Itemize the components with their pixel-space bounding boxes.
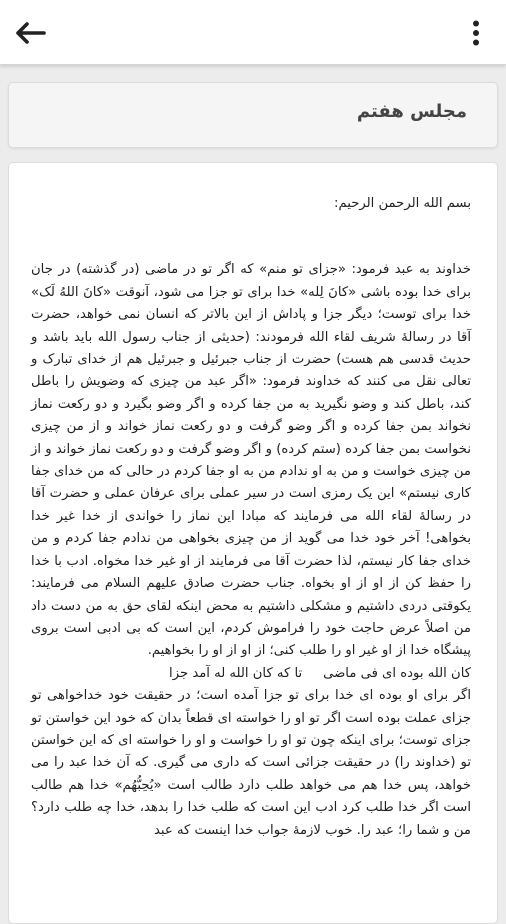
more-vert-icon	[472, 20, 480, 46]
content-text	[31, 193, 471, 842]
page-title: مجلس هفتم	[356, 101, 467, 122]
overflow-menu-button[interactable]	[466, 16, 486, 50]
paragraph: خداوند به عبد فرمود: «جزای تو منم» که اگر تو در ماضی (در گذشته) در جان برای خدا بوده باشی «کانَ لِله» خدا برای تو جزا می شود، آنوقت «کانَ اللهُ لَک» خدا برای توست؛ دیگر جزا و پاداش از این بالاتر که انسان نمی خواهد، حضرت آقا در رسالهٔ شریف لقاء الله فرمودند: (حدیثی از جناب رسول الله باید باشد و حدیث قدسی هم هست) حضرت از جناب جبرئیل و جبرئیل هم از خدای تبارک و تعالی نقل می کنند که خداوند فرمود: «اگر عبد من چیزی که وضویش را باطل کند، باطل کند و وضو نگیرید به من جفا کرده و اگر وضو بگیرد و دو رکعت نماز نخواند بمن جفا کرده و اگر وضو گرفت و دو رکعت نماز خواند و از من چیزی نخواست بمن جفا کرده (ستم کرده) و اگر وضو گرفت و دو رکعت نماز خواند و از من چیزی خواست و من به او ندادم من به او جفا کردم در حالی که من خدای جفا کاری نیستم» این یک رمزی است در سیر عملی برای عرفان عملی و حضرت آقا در رسالهٔ لقاء الله می فرمایند که مبادا این نماز را خواندی از خدا غیر خدا بخواهی! آخر خود خدا می گوید از من چیزی بخواهی من ندادم جفا کردم و من خدای جفا کار نیستم، لذا حضرت آقا می فرمایند از او غیر خدا مخواه. ادب با خدا را حفظ کن از او از او بخواه. جناب حضرت صادق علیهم السلام می فرمایند: یکوقتی دردی داشتیم و مشکلی داشتیم به محض اینکه لقای حق به من دست داد من اصلاً عرض حاجت خود را فراموش کردم، این است که بی ادبی است بروی پیشگاه خدا از او غیر او را طلب کنی؛ از او از او را بخواهیم.	[31, 262, 471, 659]
session-header-card	[8, 82, 498, 148]
poem-line: کان الله بوده ای فی ماضی تا که کان الله له آمد جزا	[169, 665, 471, 681]
bismillah-line: بسم الله الرحمن الرحيم:	[334, 196, 471, 211]
paragraph: اگر برای او بوده ای خدا برای تو جزا آمده است؛ در حقیقت خود خداخواهی تو جزای عملت بوده است اگر تو او را خواسته ای قطعاً بدان که خود این خواستن تو جزای توست؛ برای اینکه چون تو او را خواست و او را خواسته ای که این خواستن تو (خداوند را) در حقیقت جزائی است که داری می گیری. که آن خدا عبد را می خواهد، پس خدا هم می خواهد طلب دارد طالب است «یُحِبُّهُم» خدا هم طالب است اگر خدا طلب کرد ادب این است که طلب خدا را بدهد، خدا چه طلب دارد؟ من و شما را؛ عبد را. خوب لازمهٔ جواب خدا اینست که عبد	[31, 688, 471, 838]
back-button[interactable]	[10, 16, 50, 50]
content-card[interactable]	[8, 162, 498, 924]
app-bar	[0, 0, 506, 65]
arrow-left-icon	[14, 22, 46, 44]
